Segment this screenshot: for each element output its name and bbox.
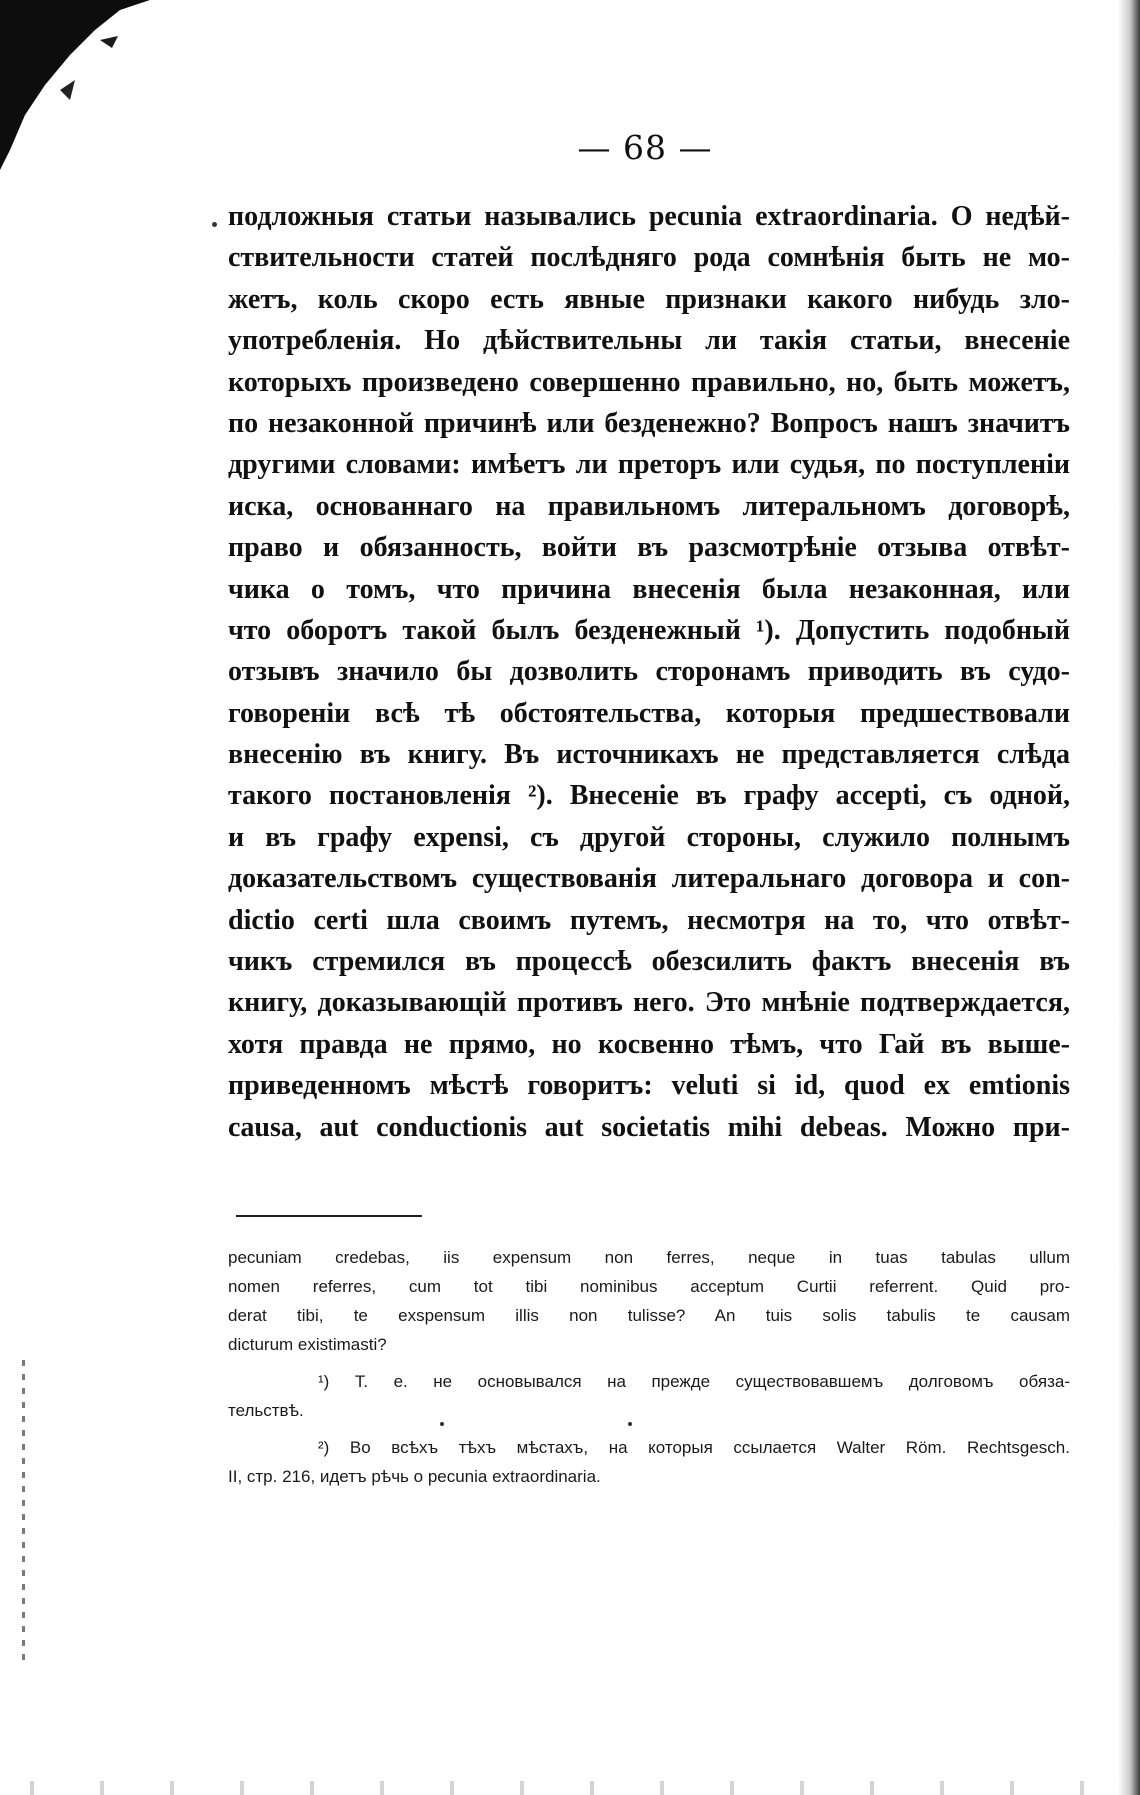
body-line: подложныя статьи назывались pecunia extraordinaria. О недѣй-	[228, 201, 1070, 232]
footnote-continuation-line: pecuniam credebas, iis expensum non ferres, neque in tuas tabulas ullum	[228, 1248, 1070, 1267]
body-line: чика о томъ, что причина внесенія была незаконная, или	[228, 573, 1070, 605]
scan-edge-bottom	[0, 1781, 1140, 1795]
footnote-1-line: ¹) Т. е. не основывался на прежде существовавшемъ долговомъ обяза-	[318, 1372, 1070, 1391]
body-line: иска, основаннаго на правильномъ литеральномъ договорѣ,	[228, 490, 1070, 522]
margin-speck	[212, 222, 217, 227]
body-line: приведенномъ мѣстѣ говоритъ: veluti si id, quod ex emtionis	[228, 1070, 1070, 1102]
footnote-1-line: тельствѣ.	[228, 1401, 304, 1420]
body-line: такого постановленія ²). Внесеніе въ графу accepti, съ одной,	[228, 780, 1070, 812]
page-number: — 68 —	[577, 128, 713, 167]
body-line: которыхъ произведено совершенно правильно, но, быть можетъ,	[228, 366, 1070, 398]
body-line: хотя правда не прямо, но косвенно тѣмъ, что Гай въ выше-	[228, 1028, 1070, 1060]
scan-edge-left	[22, 1360, 25, 1660]
footnote-continuation-line: nomen referres, cum tot tibi nominibus acceptum Curtii referrent. Quid pro-	[228, 1277, 1070, 1296]
body-line: что оборотъ такой былъ безденежный ¹). Допустить подобный	[228, 614, 1070, 646]
scan-speck	[628, 1422, 632, 1426]
footnote-continuation-line: dicturum existimasti?	[228, 1335, 387, 1354]
body-line: право и обязанность, войти въ разсмотрѣніе отзыва отвѣт-	[228, 532, 1070, 564]
footnote-2-line: ²) Во всѣхъ тѣхъ мѣстахъ, на которыя ссылается Walter Röm. Rechtsgesch.	[318, 1438, 1070, 1457]
body-line: доказательствомъ существованія литеральнаго договора и con-	[228, 863, 1070, 895]
footnote-2-line: II, стр. 216, идетъ рѣчь о pecunia extraordinaria.	[228, 1467, 601, 1486]
body-line: dictio certi шла своимъ путемъ, несмотря на то, что отвѣт-	[228, 904, 1070, 936]
main-body-text	[228, 196, 1070, 1148]
body-line: говореніи всѣ тѣ обстоятельства, которыя предшествовали	[228, 697, 1070, 729]
body-line: книгу, доказывающій противъ него. Это мнѣніе подтверждается,	[228, 987, 1070, 1019]
body-line: отзывъ значило бы дозволить сторонамъ приводить въ судо-	[228, 656, 1070, 688]
body-line: жетъ, коль скоро есть явные признаки какого нибудь зло-	[228, 283, 1070, 315]
body-line: и въ графу expensi, съ другой стороны, служило полнымъ	[228, 821, 1070, 853]
body-line: употребленія. Но дѣйствительны ли такія статьи, внесеніе	[228, 325, 1070, 357]
body-line: другими словами: имѣетъ ли преторъ или судья, по поступленіи	[228, 449, 1070, 481]
body-line: causa, aut conductionis aut societatis mihi debeas. Можно при-	[228, 1111, 1070, 1143]
body-line: чикъ стремился въ процессѣ обезсилить фактъ внесенія въ	[228, 946, 1070, 978]
footnote-continuation-line: derat tibi, te exspensum illis non tulisse? An tuis solis tabulis te causam	[228, 1306, 1070, 1325]
scan-edge-right	[1118, 0, 1140, 1795]
footnotes	[228, 1243, 1070, 1491]
footnote-divider	[236, 1215, 422, 1217]
body-line: по незаконной причинѣ или безденежно? Вопросъ нашъ значитъ	[228, 407, 1070, 439]
body-line: ствительности статей послѣдняго рода сомнѣнія быть не мо-	[228, 242, 1070, 274]
scan-speck	[440, 1422, 444, 1426]
body-line: внесенію въ книгу. Въ источникахъ не представляется слѣда	[228, 739, 1070, 771]
